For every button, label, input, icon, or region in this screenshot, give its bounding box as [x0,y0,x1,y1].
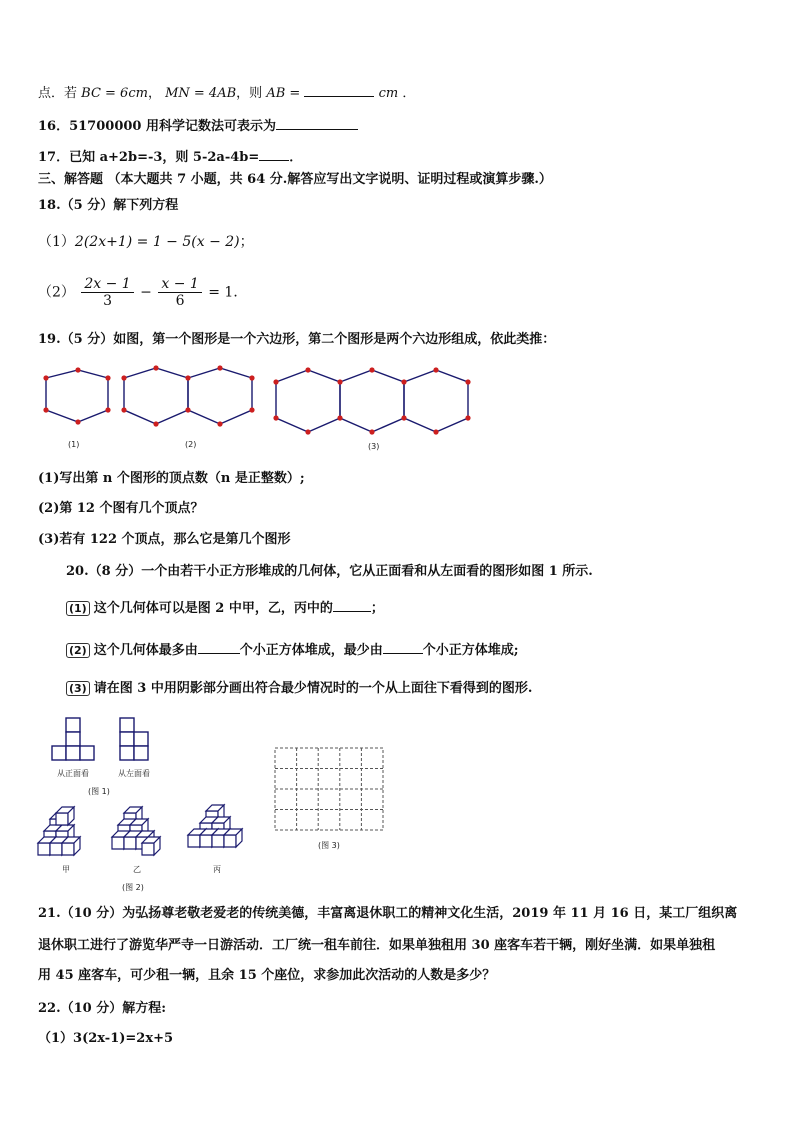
q20-stack-jia-label: 甲 [62,865,70,874]
q20-sub-3-text: 请在图 3 中用阴影部分画出符合最少情况时的一个从上面往下看得到的图形. [93,681,533,696]
q15-unit: cm [378,86,399,101]
q20-sub-1-end: ； [370,601,384,616]
q18-part2-end: ． [233,284,248,301]
stack-yi [112,807,160,855]
hexagon-figure-1 [46,370,108,422]
q18-fraction-2-denominator: 6 [175,293,185,309]
q17 [38,146,302,167]
q20-sub-1-text: 这个几何体可以是图 2 中甲，乙，丙中的 [93,601,333,616]
q20-min-blank[interactable] [383,639,423,654]
q18-fraction-2-numerator: x − 1 [158,276,201,293]
q19-hexagon-figures [30,362,490,452]
q19-heading: 19.（5 分）如图，第一个图形是一个六边形，第二个图形是两个六边形组成，依此类推： [38,332,556,347]
stack-jia [38,807,80,855]
section-3-title: 三、解答题 [38,172,104,187]
q18-fraction-2 [158,276,201,309]
q20-sub-1-label: (1) [66,601,90,616]
q15-sep: ， [147,86,161,101]
q21-line-3: 用 45 座客车，可少租一辆，且余 15 个座位，求参加此次活动的人数是多少？ [38,968,496,983]
q18-fraction-1-denominator: 3 [103,293,112,309]
hexagon-figure-2b [188,368,252,424]
q20-sub-3 [66,680,532,698]
q18-fraction-1-numerator: 2x − 1 [81,276,133,293]
q20-sub-2 [66,639,519,660]
q15-answer-blank[interactable] [304,82,374,97]
stack-bing [188,805,242,847]
q20-max-blank[interactable] [198,639,240,654]
q15-mid: ，则 [236,86,263,101]
q17-answer-blank[interactable] [259,146,289,161]
q18-part1-label: （1） [38,234,75,250]
q16-text: 51700000 用科学记数法可表示为 [69,119,276,134]
q20-sub-3-label: (3) [66,681,90,696]
q19-sub-1: (1)写出第 n 个图形的顶点数（n 是正整数）; [38,471,305,486]
q20-sub-1-blank[interactable] [333,597,371,612]
q16 [38,115,358,136]
q17-text: 已知 a+2b=-3，则 5-2a-4b= [69,150,260,165]
q15-lead: 点．若 [38,86,78,101]
q16-answer-blank[interactable] [276,115,358,130]
q19-caption-1: (1) [68,440,80,449]
hexagon-figure-3b [340,370,404,432]
q20-heading: 20.（8 分）一个由若干小正方形堆成的几何体，它从正面看和从左面看的图形如图 1 所示. [66,564,593,579]
q20-stack-yi-label: 乙 [133,865,141,874]
q20-sub-2-text-a: 这个几何体最多由 [93,643,198,658]
q20-sub-2-text-b: 个小正方体堆成，最少由 [239,643,383,658]
hexagon-figure-3a [276,370,340,432]
q17-number: 17． [38,150,70,165]
section-3-note: （本大题共 7 小题，共 64 分.解答应写出文字说明、证明过程或演算步骤.） [107,172,552,187]
q20-left-view-label: 从左面看 [118,769,150,778]
q19-sub-3: (3)若有 122 个顶点，那么它是第几个图形 [38,532,291,547]
q20-figure-1-caption: (图 1) [88,787,110,796]
q18-part1 [38,233,254,251]
q16-number: 16． [38,119,70,134]
q17-end: ． [289,150,303,165]
q15-bc: BC = 6cm [81,86,148,101]
q19-caption-3: (3) [368,442,380,451]
q21-line-2: 退休职工进行了游览华严寺一日游活动．工厂统一租车前往．如果单独租用 30 座客车若干辆，刚好坐满．如果单独租 [38,938,716,953]
q15-ab: AB = [266,86,301,101]
q18-heading: 18.（5 分）解下列方程 [38,198,179,213]
q18-fraction-1 [81,276,133,309]
q20-sub-2-text-c: 个小正方体堆成; [422,643,519,658]
q20-figure-2-caption: (图 2) [122,883,144,892]
q20-sub-2-label: (2) [66,643,90,658]
q18-part1-end: ； [239,234,254,250]
q20-stack-bing-label: 丙 [213,865,221,874]
section-3-heading [38,171,552,189]
hexagon-figure-2a [124,368,188,424]
q18-part2 [38,276,247,309]
q20-figure-3-grid[interactable] [274,747,386,833]
q18-part1-expr: 2(2x+1) = 1 − 5(x − 2) [74,234,240,250]
q15-mn: MN = 4AB [165,86,237,101]
q22-part-1: （1）3(2x-1)=2x+5 [38,1031,174,1046]
q19-sub-2: (2)第 12 个图有几个顶点？ [38,501,204,516]
q20-figure-2-stacks [36,803,246,863]
hexagon-figure-3c [404,370,468,432]
q20-figure-1-views [48,716,168,764]
q22-heading: 22.（10 分）解方程: [38,1001,167,1016]
q18-part2-label: （2） [38,284,75,301]
q15-end: ． [402,86,416,101]
q19-caption-2: (2) [185,440,197,449]
q18-rhs: = 1 [208,284,234,301]
q20-sub-1 [66,597,384,618]
q18-minus: − [140,284,152,301]
q15-tail [38,82,415,103]
q20-figure-3-caption: (图 3) [318,841,340,850]
q20-front-view-label: 从正面看 [57,769,89,778]
q21-line-1: 21.（10 分）为弘扬尊老敬老爱老的传统美德，丰富离退休职工的精神文化生活，2019 年 11 月 16 日，某工厂组织离 [38,906,738,921]
